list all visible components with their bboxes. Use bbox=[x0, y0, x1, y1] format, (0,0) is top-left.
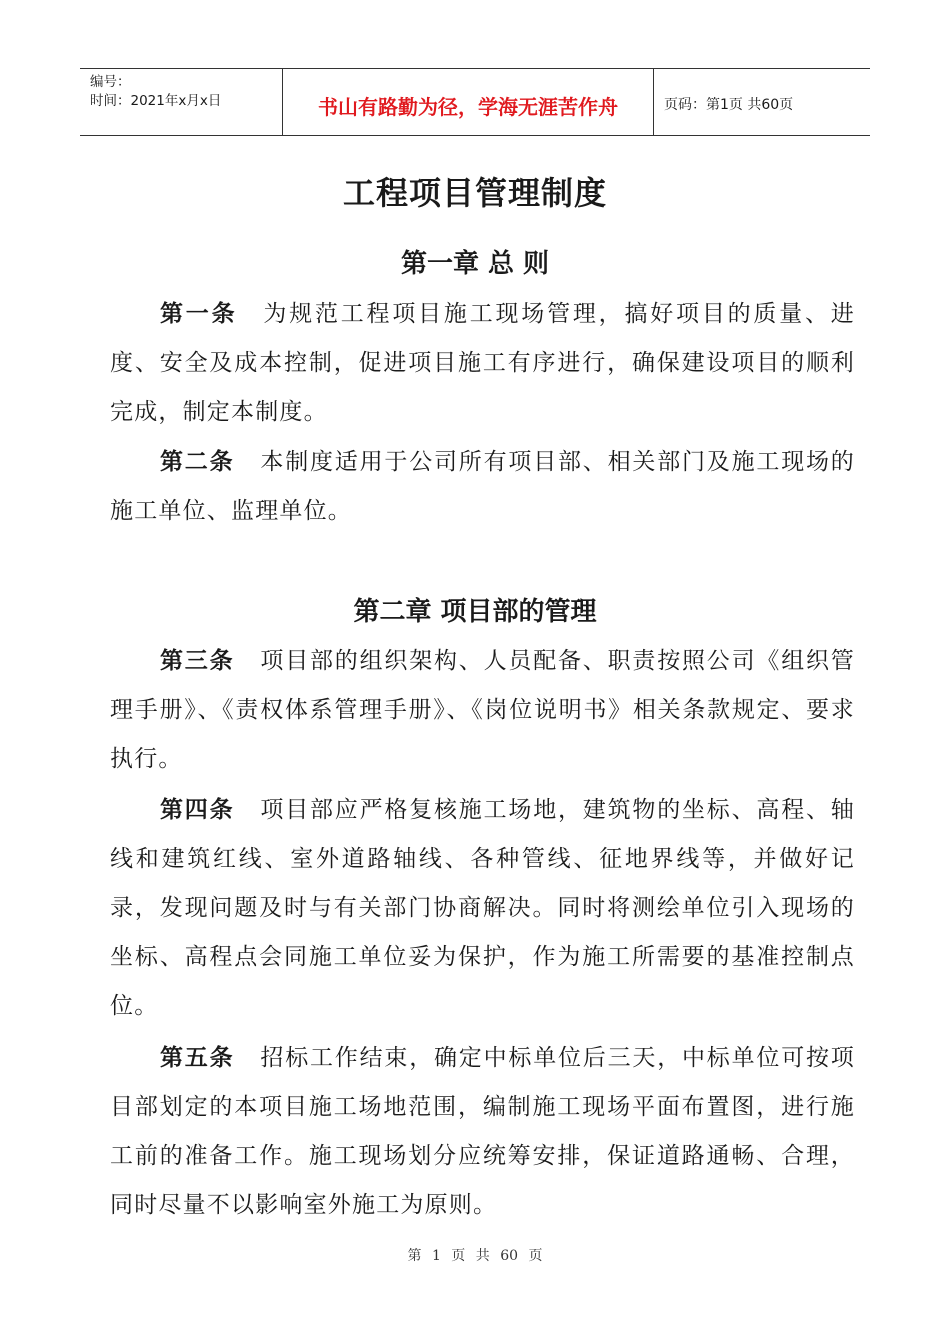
article-text: 招标工作结束，确定中标单位后三天，中标单位可按项目部划定的本项目施工场地范围，编制施工现场平面布置图，进行施工前的准备工作。施工现场划分应统筹安排，保证道路通畅、合理，同时尽量不以影响室外施工为原则。 bbox=[110, 1045, 855, 1218]
article-text: 项目部应严格复核施工场地，建筑物的坐标、高程、轴线和建筑红线、室外道路轴线、各种管线、征地界线等，并做好记录，发现问题及时与有关部门协商解决。同时将测绘单位引入现场的坐标、高程点会同施工单位妥为保护，作为施工所需要的基准控制点位。 bbox=[110, 797, 855, 1019]
article-label: 第四条 bbox=[160, 797, 235, 823]
document-title: 工程项目管理制度 bbox=[342, 174, 607, 212]
chapter-1-heading: 第一章 总 则 bbox=[400, 249, 550, 279]
page-footer: 第 1 页 共 60 页 bbox=[407, 1248, 543, 1264]
article-4 bbox=[110, 786, 855, 1031]
article-1 bbox=[110, 290, 855, 437]
header-motto: 书山有路勤为径，学海无涯苦作舟 bbox=[318, 94, 618, 119]
chapter-2-heading: 第二章 项目部的管理 bbox=[353, 597, 597, 627]
article-text: 项目部的组织架构、人员配备、职责按照公司《组织管理手册》、《责权体系管理手册》、《岗位说明书》相关条款规定、要求执行。 bbox=[110, 648, 855, 772]
document-number-label: 编号： bbox=[90, 74, 131, 90]
article-text: 为规范工程项目施工现场管理，搞好项目的质量、进度、安全及成本控制，促进项目施工有序进行，确保建设项目的顺利完成，制定本制度。 bbox=[110, 301, 855, 425]
header-motto-cell bbox=[282, 69, 654, 135]
page-header bbox=[80, 68, 870, 136]
article-label: 第五条 bbox=[160, 1045, 235, 1071]
article-2 bbox=[110, 438, 855, 536]
article-3 bbox=[110, 637, 855, 784]
header-meta bbox=[80, 69, 282, 135]
article-text: 本制度适用于公司所有项目部、相关部门及施工现场的施工单位、监理单位。 bbox=[110, 449, 855, 524]
header-page-info: 页码：第1页 共60页 bbox=[664, 97, 794, 113]
header-page-info-cell bbox=[654, 69, 870, 135]
document-time-label: 时间：2021年x月x日 bbox=[90, 93, 222, 109]
article-label: 第三条 bbox=[160, 648, 235, 674]
article-label: 第一条 bbox=[160, 301, 238, 327]
article-label: 第二条 bbox=[160, 449, 235, 475]
article-5 bbox=[110, 1034, 855, 1230]
